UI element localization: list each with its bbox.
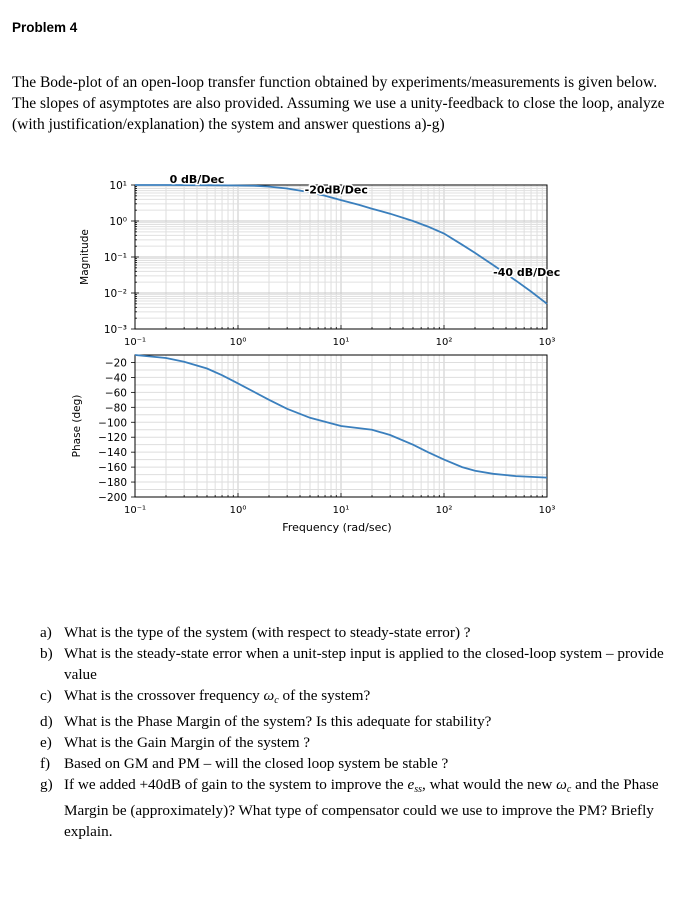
x-tick-label: 10² [435,337,453,348]
slope-annotation: -40 dB/Dec [493,265,561,279]
x-tick-label: 10¹ [332,505,350,516]
slope-annotation: -20dB/Dec [304,183,368,197]
question-item: e) What is the Gain Margin of the system ? [40,734,311,751]
y-tick-label: −160 [98,462,127,475]
math-symbol: $\omega_c$ [556,776,572,795]
x-tick-label: 10³ [538,505,556,516]
question-letter: f) [40,755,51,772]
frequency-axis-label: Frequency (rad/sec) [282,521,392,534]
x-tick-label: 10⁻¹ [123,337,147,348]
y-tick-label: 10¹ [109,180,127,192]
question-letter: c) [40,687,52,704]
y-tick-label: −20 [104,357,127,370]
bode-plot [0,160,694,540]
y-tick-label: 10⁰ [109,216,127,228]
x-tick-label: 10¹ [332,337,350,348]
phase-axis-label: Phase (deg) [71,394,83,458]
math-symbol: $e_{ss}$ [407,776,423,795]
question-letter: d) [40,713,53,730]
magnitude-y-ticks [104,180,135,336]
problem-statement: The Bode-plot of an open-loop transfer function obtained by experiments/measurements is given below. The slopes of asymptotes are also provided. Assuming we use a unity-feedback to close the loop, analyze (with justification/explanation) the system and answer questions a)-g) [12,73,665,133]
y-tick-label: 10⁻¹ [103,252,127,264]
question-letter: b) [40,645,53,662]
magnitude-grid [135,185,547,329]
x-tick-label: 10² [435,505,453,516]
magnitude-x-ticks [124,337,555,348]
y-tick-label: 10⁻³ [103,324,127,336]
y-tick-label: −80 [104,402,127,415]
question-letter: g) [40,776,53,793]
phase-x-ticks [124,505,555,516]
question-item: c) What is the crossover frequency $\omega_c$ of the system? [40,687,371,706]
y-tick-label: −140 [98,447,127,460]
x-tick-label: 10³ [538,337,556,348]
question-item: d) What is the Phase Margin of the system? Is this adequate for stability? [40,713,492,730]
x-tick-label: 10⁰ [229,337,247,348]
y-tick-label: 10⁻² [103,288,127,300]
question-list [40,622,680,842]
x-tick-label: 10⁰ [229,505,247,516]
math-symbol: $\omega_c$ [263,687,279,706]
y-tick-label: −60 [104,387,127,400]
question-letter: a) [40,624,52,641]
y-tick-label: −100 [98,417,127,430]
y-tick-label: −120 [98,432,127,445]
question-item: b) What is the steady-state error when a unit-step input is applied to the closed-loop system – provide value [40,645,664,683]
magnitude-axis-label: Magnitude [79,229,91,285]
problem-heading: Problem 4 [12,20,78,35]
phase-y-ticks [98,357,135,504]
slope-annotation: 0 dB/Dec [169,173,225,186]
y-tick-label: −200 [98,492,127,504]
y-tick-label: −180 [98,477,127,490]
x-tick-label: 10⁻¹ [123,505,147,516]
question-letter: e) [40,734,52,751]
y-tick-label: −40 [104,372,127,385]
question-item: g) If we added +40dB of gain to the system to improve the $e_{ss}$, what would the new $\omega_c$ and the Phase Margin be (approximately)? What type of compensator could we use to improve the PM? Briefly explain. [40,776,659,840]
question-item: a) What is the type of the system (with respect to steady-state error) ? [40,624,471,641]
question-item: f) Based on GM and PM – will the closed loop system be stable ? [40,755,449,772]
